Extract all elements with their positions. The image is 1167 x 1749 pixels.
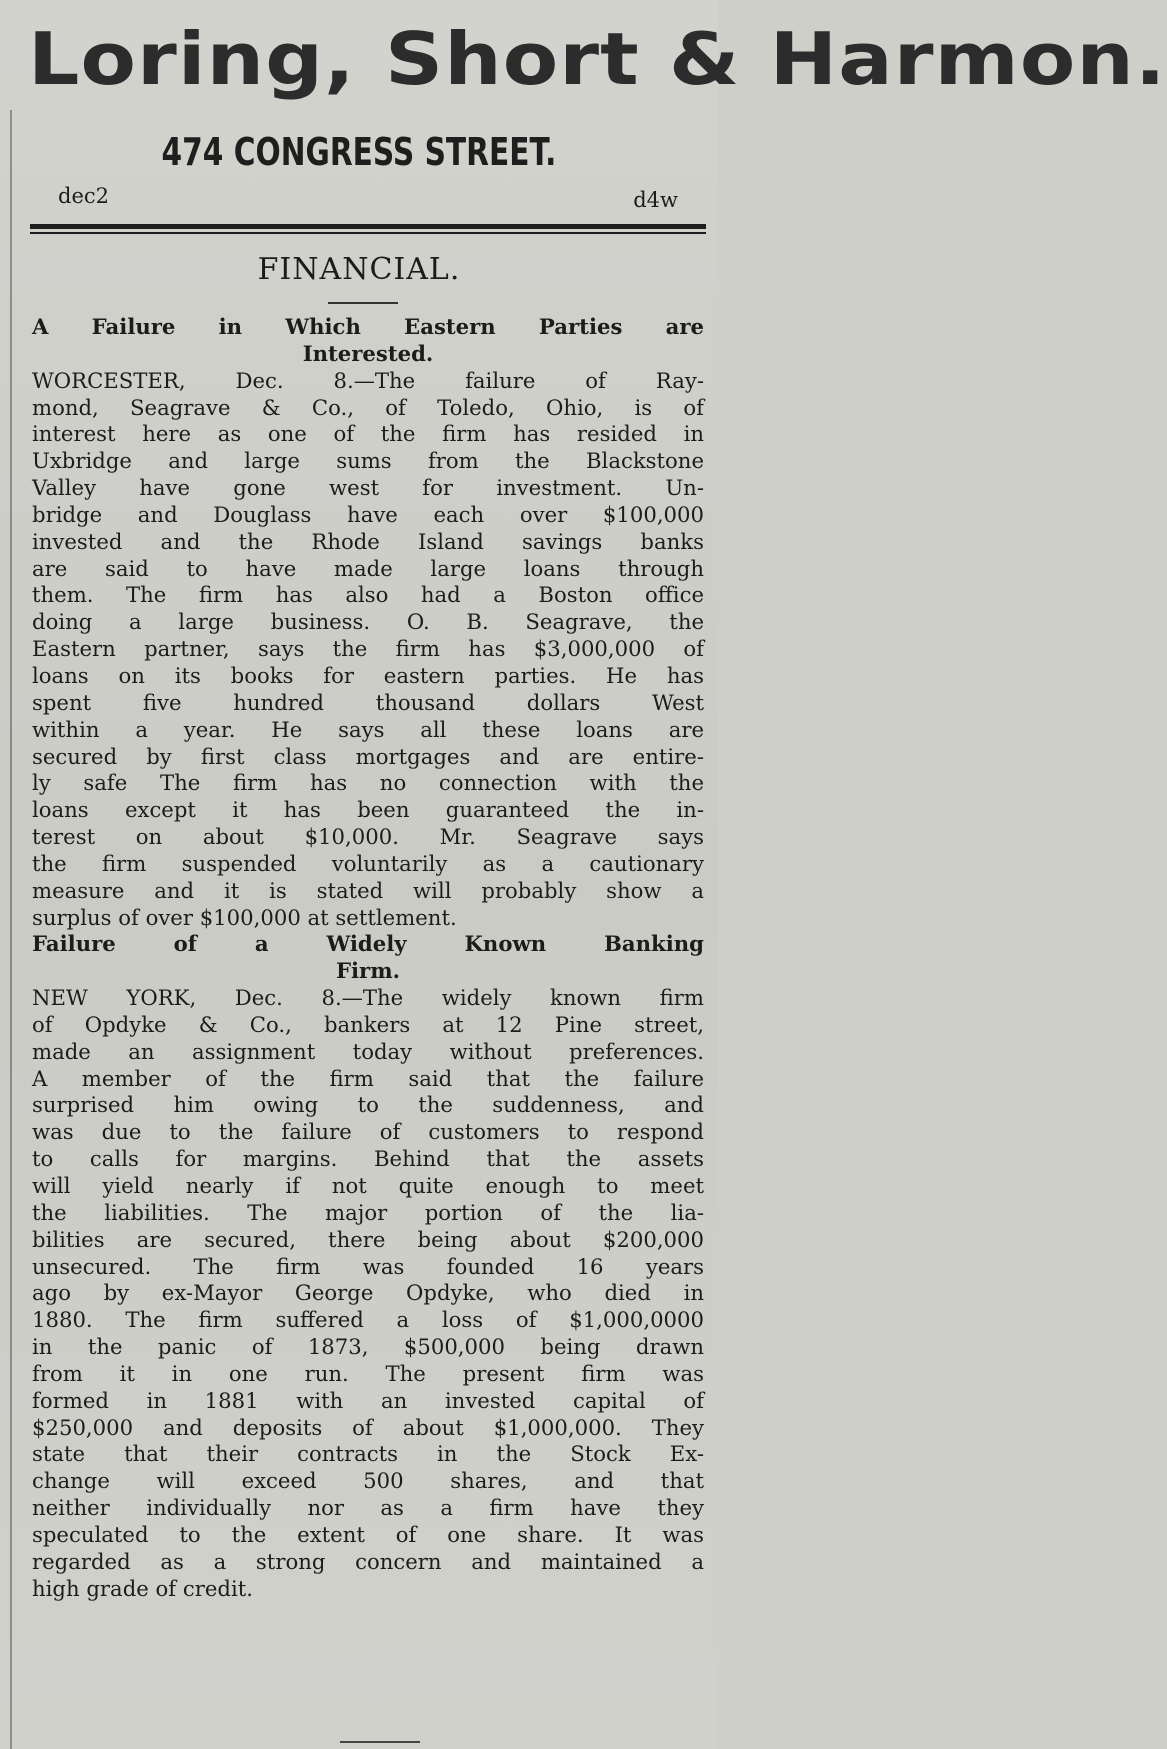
article-line: surprised him owing to the suddenness, and — [32, 1092, 704, 1118]
advertiser-address: 474 CONGRESS STREET. — [161, 130, 557, 174]
headline-line: Firm. — [335, 958, 401, 984]
section-divider-thick — [30, 224, 706, 229]
closing-rule — [340, 1741, 420, 1743]
section-title: FINANCIAL. — [257, 252, 461, 287]
headline-line: Interested. — [302, 340, 434, 366]
dateline: NEW YORK, — [32, 985, 197, 1011]
article-line: Uxbridge and large sums from the Blackstone — [32, 448, 704, 474]
article-line: made an assignment today without preferences. — [32, 1038, 704, 1064]
article-line: secured by first class mortgages and are entire- — [32, 743, 704, 769]
article-line: spent five hundred thousand dollars West — [32, 689, 704, 715]
article-line: will yield nearly if not quite enough to meet — [32, 1173, 704, 1198]
article-line: the firm suspended voluntarily as a cautionary — [32, 850, 704, 876]
article-line: are said to have made large loans through — [32, 555, 704, 581]
article-line: change will exceed 500 shares, and that — [32, 1468, 704, 1494]
article-line: within a year. He says all these loans are — [32, 716, 704, 742]
insertion-code-right: d4w — [633, 188, 678, 212]
dateline: WORCESTER, — [32, 367, 186, 393]
article-line: 1880. The firm suffered a loss of $1,000,0000 — [32, 1307, 704, 1333]
article-line: to calls for margins. Behind that the assets — [32, 1146, 704, 1172]
article-new-york — [32, 931, 704, 1602]
article-line: Eastern partner, says the firm has $3,000,000 of — [32, 636, 704, 662]
article-line: terest on about $10,000. Mr. Seagrave says — [32, 824, 704, 850]
column-edge — [10, 110, 12, 1749]
section-divider-thin — [30, 232, 706, 234]
article-line: Valley have gone west for investment. Un- — [32, 475, 704, 501]
article-line: doing a large business. O. B. Seagrave, the — [32, 609, 704, 635]
article-line: ago by ex-Mayor George Opdyke, who died in — [32, 1280, 704, 1306]
insertion-code-left: dec2 — [58, 184, 109, 208]
article-line: interest here as one of the firm has resided in — [32, 421, 704, 447]
headline-line: A Failure in Which Eastern Parties are — [32, 314, 704, 339]
article-line: mond, Seagrave & Co., of Toledo, Ohio, is of — [32, 394, 704, 420]
advertiser-name: Loring, Short & Harmon. — [28, 17, 1167, 101]
article-line: NEW YORK, Dec. 8.—The widely known firm — [32, 985, 704, 1011]
article-line: invested and the Rhode Island savings banks — [32, 528, 704, 554]
article-line: bridge and Douglass have each over $100,000 — [32, 501, 704, 527]
article-line: in the panic of 1873, $500,000 being drawn — [32, 1334, 704, 1360]
article-line: was due to the failure of customers to respond — [32, 1119, 704, 1145]
article-line: the liabilities. The major portion of the lia- — [32, 1199, 704, 1225]
article-line: ly safe The firm has no connection with the — [32, 770, 704, 796]
article-line: surplus of over $100,000 at settlement. — [32, 904, 457, 930]
article-line: state that their contracts in the Stock Ex- — [32, 1441, 704, 1467]
article-line: measure and it is stated will probably show a — [32, 877, 704, 903]
article-line: speculated to the extent of one share. It was — [32, 1521, 704, 1547]
article-line: regarded as a strong concern and maintained a — [32, 1548, 704, 1574]
article-line: bilities are secured, there being about $200,000 — [32, 1226, 704, 1252]
article-line: loans on its books for eastern parties. He has — [32, 662, 704, 688]
article-line: $250,000 and deposits of about $1,000,000. They — [32, 1414, 704, 1440]
article-line: them. The firm has also had a Boston office — [32, 582, 704, 608]
article-line: from it in one run. The present firm was — [32, 1360, 704, 1386]
article-line: neither individually nor as a firm have they — [32, 1495, 704, 1521]
article-line: unsecured. The firm was founded 16 years — [32, 1253, 704, 1279]
article-line: formed in 1881 with an invested capital of — [32, 1387, 704, 1413]
headline-line: Failure of a Widely Known Banking — [32, 931, 704, 957]
article-line: high grade of credit. — [32, 1575, 253, 1601]
article-line: WORCESTER, Dec. 8.—The failure of Ray- — [32, 367, 704, 393]
article-body — [32, 314, 704, 1603]
article-worcester — [32, 314, 704, 931]
article-line: of Opdyke & Co., bankers at 12 Pine street, — [32, 1011, 704, 1037]
article-line: loans except it has been guaranteed the in- — [32, 797, 704, 823]
article-line: A member of the firm said that the failure — [32, 1065, 704, 1091]
title-underline — [328, 302, 398, 304]
